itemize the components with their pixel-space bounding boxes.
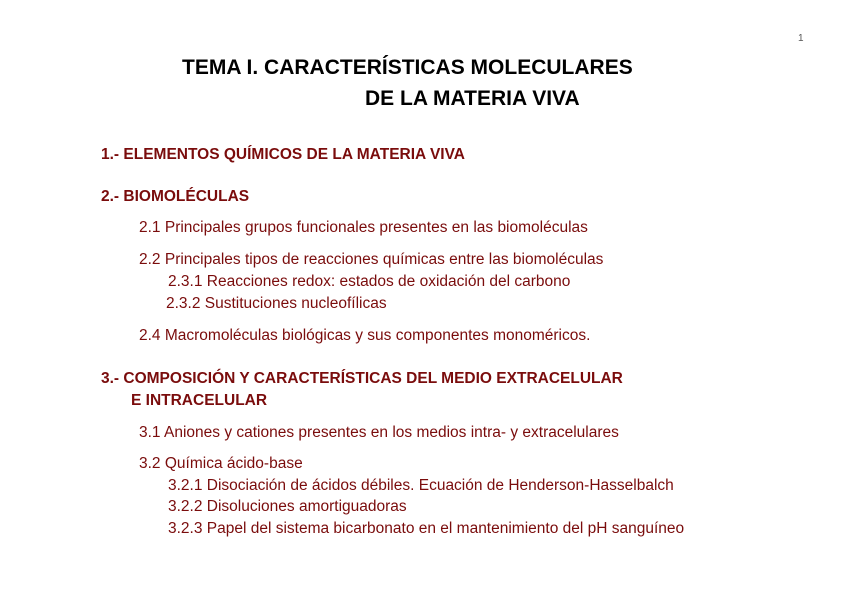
item-2-1: 2.1 Principales grupos funcionales presentes en las biomoléculas: [139, 219, 588, 236]
item-2-3-1: 2.3.1 Reacciones redox: estados de oxidación del carbono: [168, 273, 571, 290]
item-2-3-2: 2.3.2 Sustituciones nucleofílicas: [166, 295, 387, 312]
item-3-1: 3.1 Aniones y cationes presentes en los medios intra- y extracelulares: [139, 424, 619, 441]
page-number: 1: [798, 33, 804, 44]
item-3-2-3: 3.2.3 Papel del sistema bicarbonato en el mantenimiento del pH sanguíneo: [168, 520, 685, 537]
item-2-2: 2.2 Principales tipos de reacciones químicas entre las biomoléculas: [139, 251, 604, 268]
section-1-heading: 1.- ELEMENTOS QUÍMICOS DE LA MATERIA VIVA: [101, 146, 465, 163]
page-title-line-2: DE LA MATERIA VIVA: [365, 87, 580, 110]
page-title-line-1: TEMA I. CARACTERÍSTICAS MOLECULARES: [182, 56, 633, 79]
section-3-heading-line-1: 3.- COMPOSICIÓN Y CARACTERÍSTICAS DEL MEDIO EXTRACELULAR: [101, 370, 623, 387]
item-3-2-2: 3.2.2 Disoluciones amortiguadoras: [168, 498, 407, 515]
item-3-2: 3.2 Química ácido-base: [139, 455, 303, 472]
section-2-heading: 2.- BIOMOLÉCULAS: [101, 188, 250, 205]
item-3-2-1: 3.2.1 Disociación de ácidos débiles. Ecuación de Henderson-Hasselbalch: [168, 477, 674, 494]
item-2-4: 2.4 Macromoléculas biológicas y sus componentes monoméricos.: [139, 327, 591, 344]
section-3-heading-line-2: E INTRACELULAR: [131, 392, 268, 409]
